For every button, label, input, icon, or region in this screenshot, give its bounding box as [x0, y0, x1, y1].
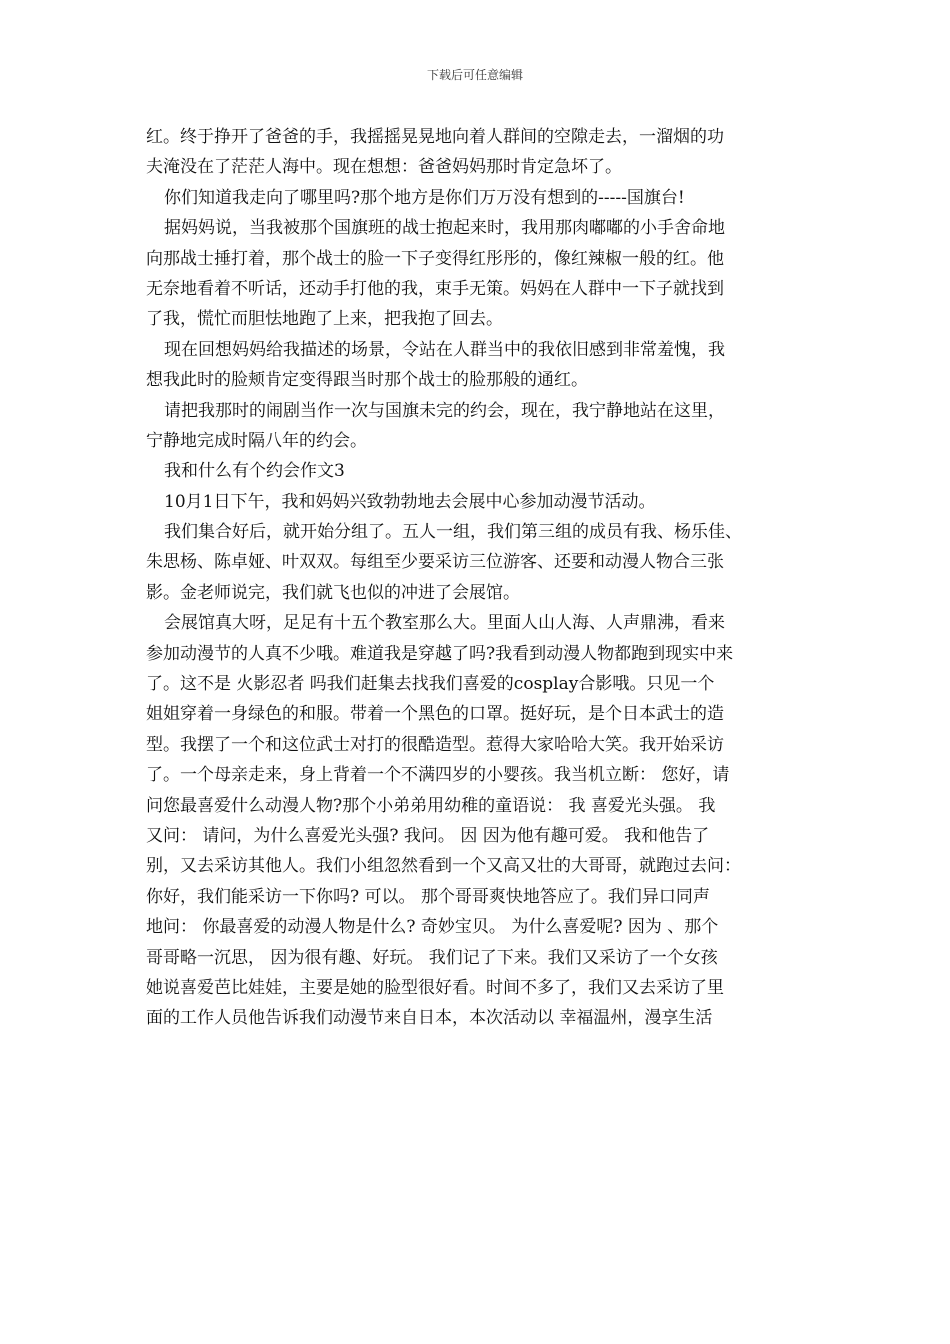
text-line: 问您最喜爱什么动漫人物?那个小弟弟用幼稚的童语说： 我 喜爱光头强。 我	[146, 795, 716, 816]
text-line: 了。这不是 火影忍者 吗我们赶集去找我们喜爱的cosplay合影哦。只见一个	[146, 674, 715, 695]
text-line: 想我此时的脸颊肯定变得跟当时那个战士的脸那般的通红。	[146, 370, 588, 391]
text-line: 会展馆真大呀，足足有十五个教室那么大。里面人山人海、人声鼎沸，看来	[164, 613, 725, 634]
document-body	[146, 122, 816, 1034]
text-line: 影。金老师说完，我们就飞也似的冲进了会展馆。	[146, 582, 520, 603]
text-line: 地问： 你最喜爱的动漫人物是什么? 奇妙宝贝。 为什么喜爱呢? 因为 、那个	[146, 917, 719, 938]
text-line: 向那战士捶打着，那个战士的脸一下子变得红彤彤的，像红辣椒一般的红。他	[146, 248, 724, 269]
text-line: 10月1日下午，我和妈妈兴致勃勃地去会展中心参加动漫节活动。	[164, 491, 656, 512]
text-line: 又问： 请问，为什么喜爱光头强? 我问。 因 因为他有趣可爱。 我和他告了	[146, 825, 710, 846]
text-line: 我们集合好后，就开始分组了。五人一组，我们第三组的成员有我、杨乐佳、	[164, 522, 742, 543]
text-line: 请把我那时的闹剧当作一次与国旗未完的约会，现在，我宁静地站在这里，	[164, 400, 725, 421]
text-line: 现在回想妈妈给我描述的场景，令站在人群当中的我依旧感到非常羞愧，我	[164, 339, 725, 360]
text-line: 红。终于挣开了爸爸的手，我摇摇晃晃地向着人群间的空隙走去，一溜烟的功	[146, 127, 724, 147]
text-line: 了我，慌忙而胆怯地跑了上来，把我抱了回去。	[146, 309, 503, 330]
text-line: 朱思杨、陈卓娅、叶双双。每组至少要采访三位游客、还要和动漫人物合三张	[146, 552, 724, 573]
text-line: 你们知道我走向了哪里吗?那个地方是你们万万没有想到的-----国旗台!	[164, 187, 685, 208]
page-header: 下载后可任意编辑	[426, 68, 523, 82]
text-line: 宁静地完成时隔八年的约会。	[146, 430, 367, 451]
text-line: 型。我摆了一个和这位武士对打的很酷造型。惹得大家哈哈大笑。我开始采访	[146, 734, 724, 755]
text-line: 无奈地看着不听话，还动手打他的我，束手无策。妈妈在人群中一下子就找到	[146, 278, 724, 299]
text-line: 哥哥略一沉思， 因为很有趣、好玩。 我们记了下来。我们又采访了一个女孩	[146, 947, 718, 968]
text-line: 别，又去采访其他人。我们小组忽然看到一个又高又壮的大哥哥，就跑过去问：	[146, 856, 741, 877]
text-line: 夫淹没在了茫茫人海中。现在想想：爸爸妈妈那时肯定急坏了。	[146, 157, 622, 178]
text-line: 我和什么有个约会作文3	[164, 461, 345, 482]
text-line: 据妈妈说，当我被那个国旗班的战士抱起来时，我用那肉嘟嘟的小手舍命地	[164, 218, 725, 239]
text-line: 面的工作人员他告诉我们动漫节来自日本，本次活动以 幸福温州，漫享生活	[146, 1008, 713, 1029]
text-line: 她说喜爱芭比娃娃，主要是她的脸型很好看。时间不多了，我们又去采访了里	[146, 977, 724, 998]
text-line: 你好，我们能采访一下你吗? 可以。 那个哥哥爽快地答应了。我们异口同声	[146, 886, 710, 907]
text-line: 参加动漫节的人真不少哦。难道我是穿越了吗?我看到动漫人物都跑到现实中来	[146, 643, 734, 664]
text-line: 了。一个母亲走来，身上背着一个不满四岁的小婴孩。我当机立断： 您好，请	[146, 765, 730, 786]
text-line: 姐姐穿着一身绿色的和服。带着一个黑色的口罩。挺好玩，是个日本武士的造	[146, 704, 724, 725]
